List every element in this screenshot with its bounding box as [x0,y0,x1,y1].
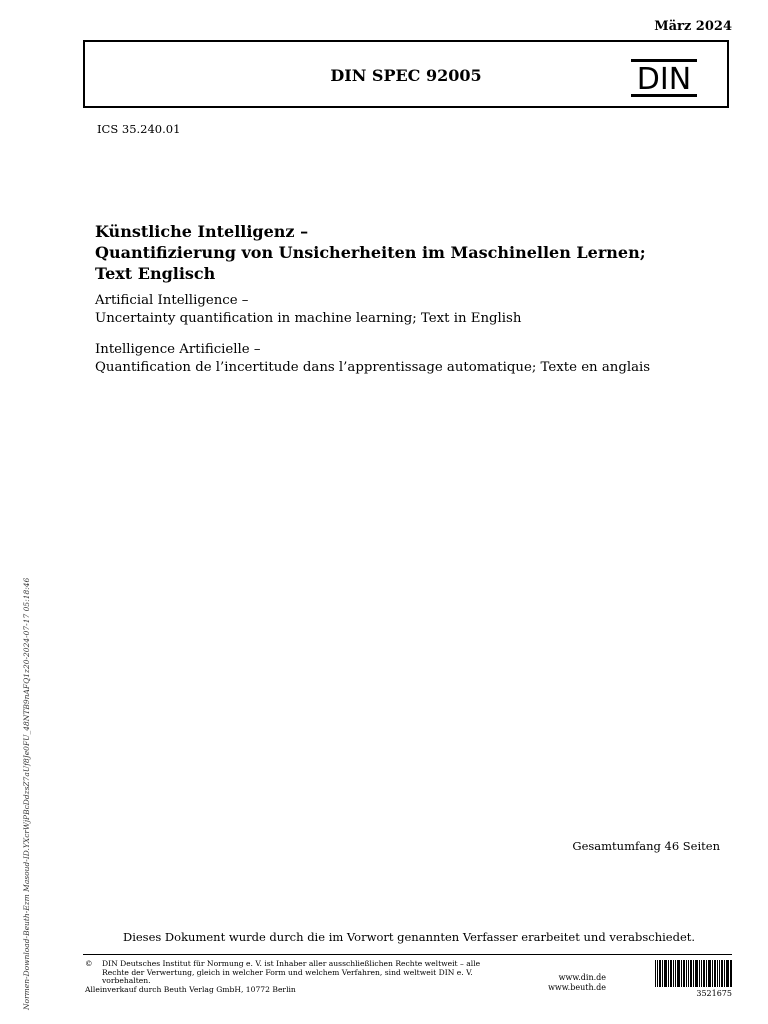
din-logo-icon [631,59,697,97]
copyright-line: DIN Deutsches Institut für Normung e. V. ist Inhaber aller ausschließlichen Rechte weltweit – alle [102,959,481,968]
title-french-line: Quantification de l’incertitude dans l’apprentissage automatique; Texte en anglais [95,360,651,375]
title-german-line: Text Englisch [95,264,216,283]
total-pages: Gesamtumfang 46 Seiten [572,839,720,853]
header-box [83,40,729,108]
publication-date: März 2024 [654,19,732,34]
title-french [95,341,755,377]
ics-code: ICS 35.240.01 [97,122,181,136]
title-german [95,221,735,284]
copyright-notice [85,960,505,994]
barcode-number: 3521675 [696,989,732,998]
footer-divider [83,954,732,955]
beuth-url-link[interactable]: www.beuth.de [548,983,606,992]
sales-note: Alleinverkauf durch Beuth Verlag GmbH, 10772 Berlin [85,984,296,994]
title-english [95,292,735,328]
title-english-line: Uncertainty quantification in machine learning; Text in English [95,311,522,326]
title-english-line: Artificial Intelligence – [95,293,249,308]
din-url-link[interactable]: www.din.de [558,973,606,982]
footer-urls [530,973,606,993]
barcode-icon [655,960,732,987]
spec-title: DIN SPEC 92005 [330,66,482,85]
download-watermark: Normen-Download-Beuth-Ezm Masoud-ID.YXcrWjPBcDdzsZ7aUf8Je0FU_48NTB9nAFQ1z20-2024-07-17 05:18:46 [22,577,31,1010]
adoption-note: Dieses Dokument wurde durch die im Vorwort genannten Verfasser erarbeitet und verabschiedet. [122,930,696,944]
title-french-line: Intelligence Artificielle – [95,342,261,357]
copyright-symbol: © [85,959,93,968]
din-logo-text: DIN [636,62,692,97]
copyright-line: vorbehalten. [102,976,151,986]
title-german-line: Künstliche Intelligenz – [95,222,309,241]
copyright-line: Rechte der Verwertung, gleich in welcher Form und welchem Verfahren, sind weltweit DIN e. V. [102,967,473,977]
title-german-line: Quantifizierung von Unsicherheiten im Maschinellen Lernen; [95,243,646,262]
